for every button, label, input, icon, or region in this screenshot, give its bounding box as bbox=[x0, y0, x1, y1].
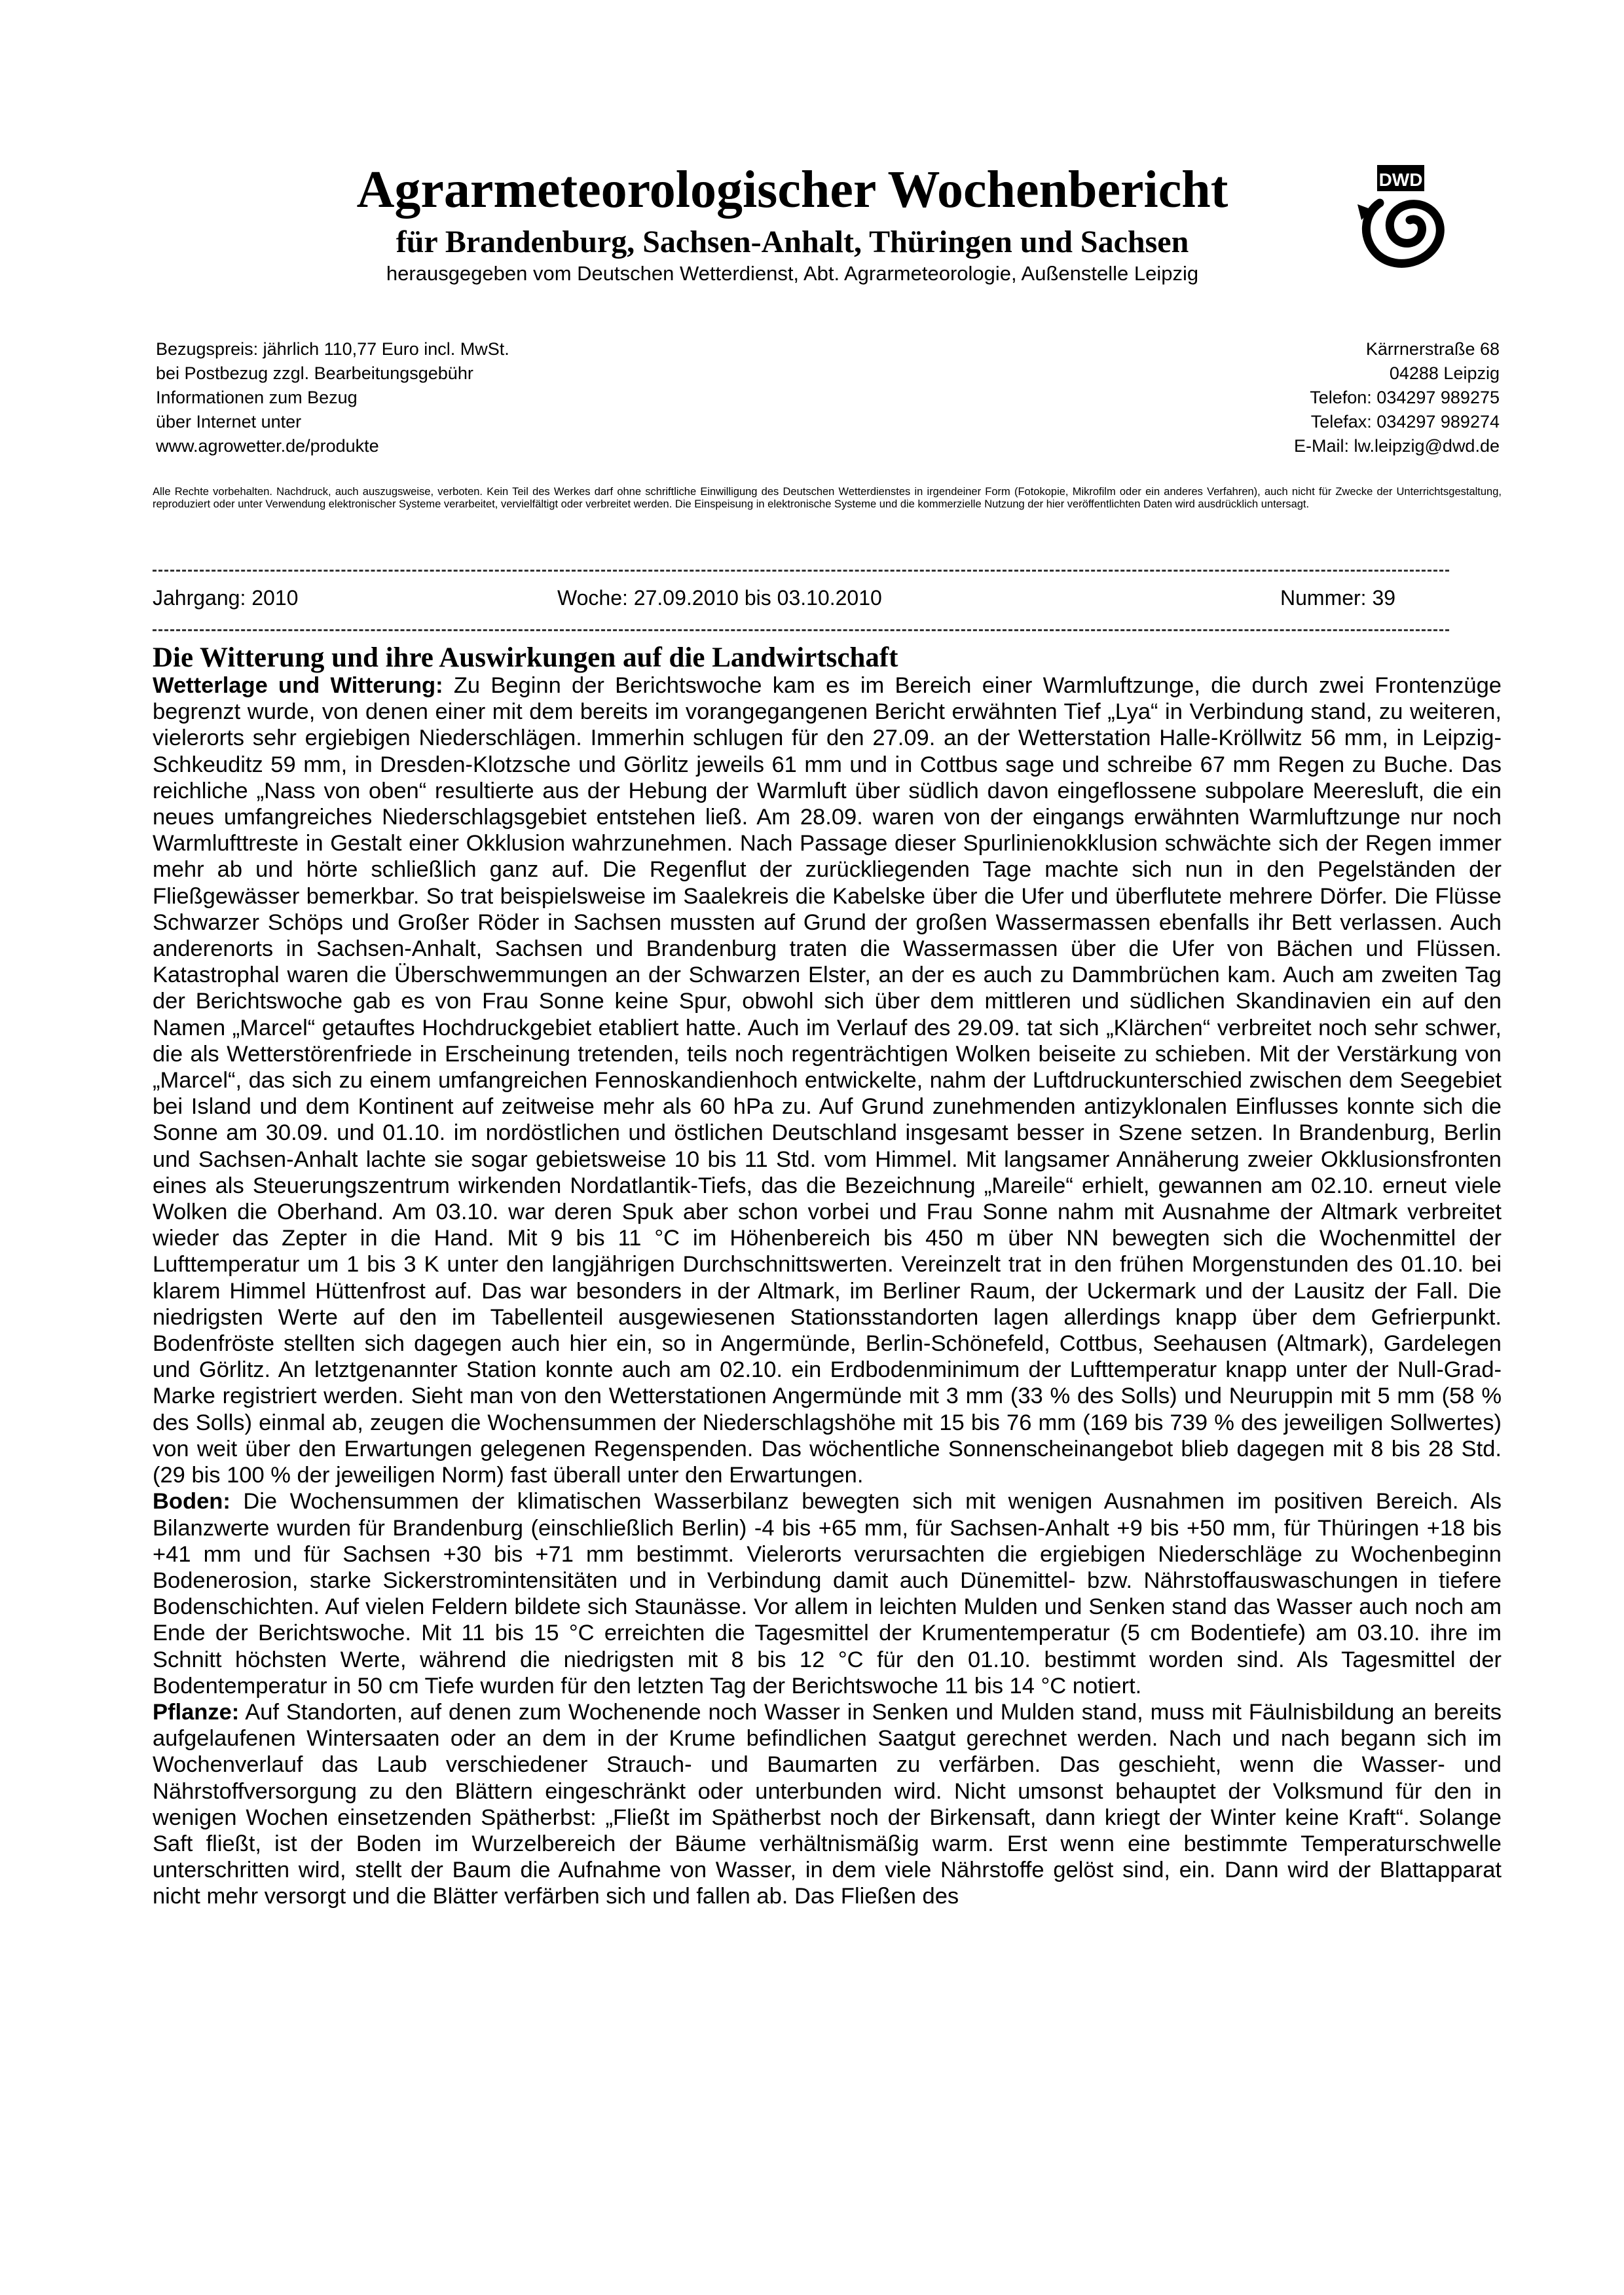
svg-text:DWD: DWD bbox=[1378, 170, 1423, 190]
soil-text: Die Wochensummen der klimatischen Wasserbilanz bewegten sich mit wenigen Ausnahmen im positiven Bereich. Als Bilanzwerte wurden für Brandenburg (einschließlich Berlin) -4 bis +65 mm, für Sachsen-Anhalt +9 bis +50 mm, für Thüringen +18 bis +41 mm und für Sachsen +30 bis +71 mm bestimmt. Vielerorts verursachten die ergiebigen Niederschläge zu Wochenbeginn Bodenerosion, starke Sickerstromintensitäten und in Verbindung damit auch Dünemittel- bzw. Nährstoffauswaschungen in tiefere Bodenschichten. Auf vielen Feldern bildete sich Staunässe. Vor allem in leichten Mulden und Senken stand das Wasser auch noch am Ende der Berichtswoche. Mit 11 bis 15 °C erreichten die Tagesmittel der Krumentemperatur (5 cm Bodentiefe) am 03.10. ihre im Schnitt höchsten Werte, während die niedrigsten mit 8 bis 12 °C für den 01.10. bestimmt worden sind. Als Tagesmittel der Bodentemperatur in 50 cm Tiefe wurden für den letzten Tag der Berichtswoche 11 bis 14 °C notiert. bbox=[153, 1489, 1502, 1698]
weather-text: Zu Beginn der Berichtswoche kam es im Bereich einer Warmluftzunge, die durch zwei Frontenzüge begrenzt wurde, von denen einer mit dem bereits im vorangegangenen Bericht erwähnten Tief „Lya“ in Verbindung stand, zu weiteren, vielerorts sehr ergiebigen Niederschlägen. Immerhin schlugen für den 27.09. an der Wetterstation Halle-Kröllwitz 56 mm, in Leipzig-Schkeuditz 59 mm, in Dresden-Klotzsche und Görlitz jeweils 61 mm und in Cottbus sage und schreibe 67 mm Regen zu Buche. Das reichliche „Nass von oben“ resultierte aus der Hebung der Warmluft über südlich davon eingeflossene subpolare Meeresluft, die ein neues umfangreiches Niederschlagsgebiet entstehen ließ. Am 28.09. waren von der eingangs erwähnten Warmluftzunge nur noch Warmlufttreste in Gestalt einer Okklusion wahrzunehmen. Nach Passage dieser Spurlinienokklusion schwächte sich der Regen immer mehr ab und hörte schließlich ganz auf. Die Regenflut der zurückliegenden Tage machte sich nun in den Pegelständen der Fließgewässer bemerkbar. So trat beispielsweise im Saalekreis die Kabelske über die Ufer und überflutete mehrere Dörfer. Die Flüsse Schwarzer Schöps und Großer Röder in Sachsen mussten auf Grund der großen Wassermassen ebenfalls ihr Bett verlassen. Auch anderenorts in Sachsen-Anhalt, Sachsen und Brandenburg traten die Wassermassen über die Ufer von Bächen und Flüssen. Katastrophal waren die Überschwemmungen an der Schwarzen Elster, an der es auch zu Dammbrüchen kam. Auch am zweiten Tag der Berichtswoche gab es von Frau Sonne keine Spur, obwohl sich über dem mittleren und südlichen Skandinavien ein auf den Namen „Marcel“ getauftes Hochdruckgebiet etabliert hatte. Auch im Verlauf des 29.09. tat sich „Klärchen“ verbreitet noch sehr schwer, die als Wetterstörenfriede in Erscheinung tretenden, teils noch regenträchtigen Wolken beiseite zu schieben. Mit der Verstärkung von „Marcel“, das sich zu einem umfangreichen Fennoskandienhoch entwickelte, nahm der Luftdruckunterschied zwischen dem Seegebiet bei Island und dem Kontinent auf zeitweise mehr als 60 hPa zu. Auf Grund zunehmenden antizyklonalen Einflusses konnte sich die Sonne am 30.09. und 01.10. im nordöstlichen und östlichen Deutschland insgesamt besser in Szene setzen. In Brandenburg, Berlin und Sachsen-Anhalt lachte sie sogar gebietsweise 10 bis 11 Std. vom Himmel. Mit langsamer Annäherung zweier Okklusionsfronten eines als Steuerungszentrum wirkenden Nordatlantik-Tiefs, das die Bezeichnung „Mareile“ erhielt, gewannen am 02.10. erneut viele Wolken die Oberhand. Am 03.10. war deren Spuk aber schon vorbei und Frau Sonne nahm mit Ausnahme der Altmark verbreitet wieder das Zepter in die Hand. Mit 9 bis 11 °C im Höhenbereich bis 450 m über NN bewegten sich die Wochenmittel der Lufttemperatur um 1 bis 3 K unter den langjährigen Durchschnittswerten. Vereinzelt trat in den frühen Morgenstunden des 01.10. bei klarem Himmel Hüttenfrost auf. Das war besonders in der Altmark, im Berliner Raum, der Uckermark und der Lausitz der Fall. Die niedrigsten Werte auf den im Tabellenteil ausgewiesenen Stationsstandorten lagen allerdings knapp über dem Gefrierpunkt. Bodenfröste stellten sich dagegen auch hier ein, so in Angermünde, Berlin-Schönefeld, Cottbus, Seehausen (Altmark), Gardelegen und Görlitz. An letztgenannter Station konnte auch am 02.10. ein Erdbodenminimum der Lufttemperatur knapp unter der Null-Grad-Marke registriert werden. Sieht man von den Wetterstationen Angermünde mit 3 mm (33 % des Solls) und Neuruppin mit 5 mm (58 % des Solls) einmal ab, zeugen die Wochensummen der Niederschlagshöhe mit 15 bis 76 mm (169 bis 739 % des jeweiligen Sollwertes) von weit über den Erwartungen gelegenen Regenspenden. Das wöchentliche Sonnenscheinangebot blieb dagegen mit 8 bis 28 Std. (29 bis 100 % der jeweiligen Norm) fast überall unter den Erwartungen. bbox=[153, 673, 1502, 1488]
postal-city: 04288 Leipzig bbox=[1389, 363, 1500, 383]
subscription-info bbox=[156, 337, 745, 458]
soil-paragraph bbox=[153, 1488, 1502, 1699]
issue-number: Nummer: 39 bbox=[1280, 586, 1396, 610]
internet-label: über Internet unter bbox=[156, 412, 302, 431]
plant-paragraph bbox=[153, 1699, 1502, 1910]
issue-year: Jahrgang: 2010 bbox=[153, 586, 299, 610]
weather-paragraph bbox=[153, 672, 1502, 1488]
report-title: Agrarmeteorologischer Wochenbericht bbox=[356, 161, 1228, 219]
fax-number: Telefax: 034297 989274 bbox=[1310, 412, 1500, 431]
weather-label: Wetterlage und Witterung: bbox=[153, 673, 443, 698]
subscription-info-label: Informationen zum Bezug bbox=[156, 388, 358, 407]
report-body bbox=[153, 672, 1502, 2270]
report-publisher: herausgegeben vom Deutschen Wetterdienst, Abt. Agrarmeteorologie, Außenstelle Leipzig bbox=[386, 262, 1199, 285]
report-subtitle: für Brandenburg, Sachsen-Anhalt, Thüringen und Sachsen bbox=[396, 225, 1189, 259]
subscription-price: Bezugspreis: jährlich 110,77 Euro incl. MwSt. bbox=[156, 339, 509, 359]
rights-notice: Alle Rechte vorbehalten. Nachdruck, auch auszugsweise, verboten. Kein Teil des Werkes darf ohne schriftliche Einwilligung des Deutschen Wetterdienstes in irgendeiner Form (Fotokopie, Mikrofilm oder ein anderes Verfahren), auch nicht für Zwecke der Unterrichtsgestaltung, reproduziert oder unter Verwendung elektronischer Systeme verarbeitet, vervielfältigt oder verbreitet werden. Die Einspeisung in elektronische Systeme und die kommerzielle Nutzung der hier veröffentlichten Daten wird ausdrücklich untersagt. bbox=[153, 486, 1502, 510]
phone-number: Telefon: 034297 989275 bbox=[1310, 388, 1500, 407]
plant-label: Pflanze: bbox=[153, 1699, 240, 1725]
soil-label: Boden: bbox=[153, 1489, 231, 1515]
issue-info-row bbox=[153, 581, 1462, 614]
dwd-spiral-logo-icon bbox=[1352, 164, 1450, 268]
divider bbox=[153, 570, 1449, 572]
products-url[interactable]: www.agrowetter.de/produkte bbox=[156, 436, 379, 456]
street-address: Kärrnerstraße 68 bbox=[1365, 339, 1500, 359]
divider bbox=[153, 629, 1449, 631]
contact-info bbox=[910, 337, 1500, 458]
email-address[interactable]: E-Mail: lw.leipzig@dwd.de bbox=[1293, 436, 1500, 456]
postal-fee-note: bei Postbezug zzgl. Bearbeitungsgebühr bbox=[156, 363, 473, 383]
issue-week: Woche: 27.09.2010 bis 03.10.2010 bbox=[557, 586, 882, 610]
plant-text: Auf Standorten, auf denen zum Wochenende noch Wasser in Senken und Mulden stand, muss mit Fäulnisbildung an bereits aufgelaufenen Wintersaaten oder an dem in der Krume befindlichen Saatgut gerechnet werden. Nach und nach begann sich im Wochenverlauf das Laub verschiedener Strauch- und Baumarten zu verfärben. Das geschieht, wenn die Wasser- und Nährstoffversorgung zu den Blättern eingeschränkt oder unterbunden wird. Nicht umsonst behauptet der Volksmund für den in wenigen Wochen einsetzenden Spätherbst: „Fließt im Spätherbst noch der Birkensaft, dann kriegt der Winter keine Kraft“. Solange Saft fließt, ist der Boden im Wurzelbereich der Bäume verhältnismäßig warm. Erst wenn eine bestimmte Temperaturschwelle unterschritten wird, stellt der Baum die Aufnahme von Wasser, in dem viele Nährstoffe gelöst sind, ein. Dann wird der Blattapparat nicht mehr versorgt und die Blätter verfärben sich und fallen ab. Das Fließen des bbox=[153, 1699, 1502, 1909]
section-heading: Die Witterung und ihre Auswirkungen auf die Landwirtschaft bbox=[153, 642, 898, 673]
